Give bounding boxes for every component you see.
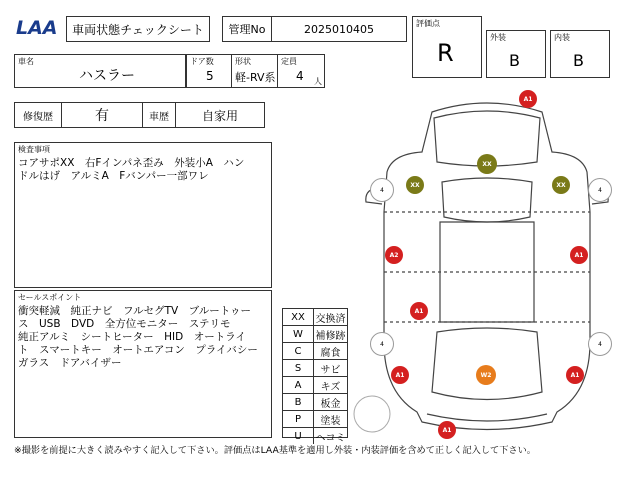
mark-right-front-tire: 4 [588, 178, 612, 202]
mark-right-door: A1 [570, 246, 588, 264]
sales-text: 衝突軽減 純正ナビ フルセグTV ブルートゥー ス USB DVD 全方位モニター ステリモ 純正アルミ シートヒーター HID オートライ ト スマートキー オートエアコン プライバシー ガラス ドアバイザー [18, 305, 258, 369]
mark-right-front-panel: XX [552, 176, 570, 194]
score-value: R [437, 39, 454, 67]
mark-left-rear-tire: 4 [370, 332, 394, 356]
capacity-unit: 人 [314, 77, 322, 86]
legend-desc: サビ [320, 364, 341, 376]
sales-box [14, 290, 272, 438]
exterior-label: 外装 [490, 33, 506, 42]
rear-outline [432, 328, 542, 400]
capacity-label: 定員 [281, 57, 297, 66]
legend-code: W [283, 326, 314, 342]
mark-rear-center: W2 [476, 365, 496, 385]
repair-label: 修復歴 [23, 111, 53, 123]
interior-label: 内装 [554, 33, 570, 42]
spare-tire-icon [354, 396, 390, 432]
doors-label: ドア数 [190, 57, 214, 66]
legend-code: B [283, 394, 314, 410]
legend-row [283, 360, 347, 377]
score-label: 評価点 [416, 19, 440, 28]
mgmt-label-box [222, 16, 272, 42]
usage-value-box [175, 102, 265, 128]
interior-box [550, 30, 610, 78]
score-box [412, 16, 482, 78]
sales-label: セールスポイント [18, 293, 82, 302]
legend-row [283, 394, 347, 411]
vehicle-name-box [14, 54, 186, 88]
legend-row [283, 309, 347, 326]
legend-desc: ヘコミ [315, 432, 346, 444]
mark-left-front-tire: 4 [370, 178, 394, 202]
legend-desc: キズ [320, 381, 341, 393]
mgmt-value-box [271, 16, 407, 42]
repair-value-box [61, 102, 143, 128]
interior-value: B [573, 51, 584, 70]
mark-core-support: XX [477, 154, 497, 174]
usage-label: 車歴 [149, 111, 169, 123]
logo-box [14, 16, 66, 42]
mark-left-door: A2 [385, 246, 403, 264]
legend-code: U [283, 428, 314, 444]
vehicle-name-value: ハスラー [79, 68, 135, 84]
mgmt-label: 管理No [228, 23, 266, 36]
legend-code: XX [283, 309, 314, 325]
sheet-title: 車両状態チェックシート [72, 22, 204, 37]
laa-logo-icon [14, 16, 66, 38]
legend-row [283, 411, 347, 428]
repair-label-box [14, 102, 62, 128]
legend-desc: 塗装 [320, 415, 341, 427]
exterior-value: B [509, 51, 520, 70]
mark-right-rear-tire: 4 [588, 332, 612, 356]
legend-desc: 補修跡 [315, 330, 346, 342]
inspection-box [14, 142, 272, 288]
legend-code: S [283, 360, 314, 376]
legend-row [283, 326, 347, 343]
capacity-box [277, 54, 325, 88]
doors-value: 5 [206, 69, 214, 83]
legend-row [283, 343, 347, 360]
mark-left-front-panel: XX [406, 176, 424, 194]
legend-desc: 交換済 [315, 313, 346, 325]
legend-table [282, 308, 348, 444]
roof-outline [442, 178, 532, 222]
legend-row [283, 377, 347, 394]
legend-desc: 板金 [320, 398, 341, 410]
repair-value: 有 [95, 108, 109, 124]
doors-box [186, 54, 232, 88]
mark-center: A1 [410, 302, 428, 320]
legend-desc: 腐食 [320, 347, 341, 359]
title-box [66, 16, 210, 42]
exterior-box [486, 30, 546, 78]
inspection-label: 検査事項 [18, 145, 50, 154]
vehicle-name-label: 車名 [18, 57, 34, 66]
legend-code: P [283, 411, 314, 427]
legend-code: A [283, 377, 314, 393]
shape-value: 軽-RV系 [235, 71, 276, 84]
mark-left-rear: A1 [391, 366, 409, 384]
mark-right-rear: A1 [566, 366, 584, 384]
mark-front-top: A1 [519, 90, 537, 108]
logo-text: LAA [16, 17, 58, 38]
usage-label-box [142, 102, 176, 128]
mark-bottom: A1 [438, 421, 456, 439]
mgmt-value: 2025010405 [304, 22, 374, 36]
shape-label: 形状 [235, 57, 251, 66]
footer-note: ※撮影を前提に大きく読みやすく記入して下さい。評価点はLAA基準を適用し外装・内装評価を含めて正しく記入して下さい。 [14, 445, 536, 456]
usage-value: 自家用 [201, 108, 238, 123]
shape-box [231, 54, 278, 88]
capacity-value: 4 [296, 69, 304, 83]
car-diagram [352, 92, 622, 442]
inspection-text: コアサポXX 右Fインパネ歪み 外装小A ハン ドルはげ アルミA Fバンパー一部ワレ [18, 157, 245, 182]
legend-code: C [283, 343, 314, 359]
